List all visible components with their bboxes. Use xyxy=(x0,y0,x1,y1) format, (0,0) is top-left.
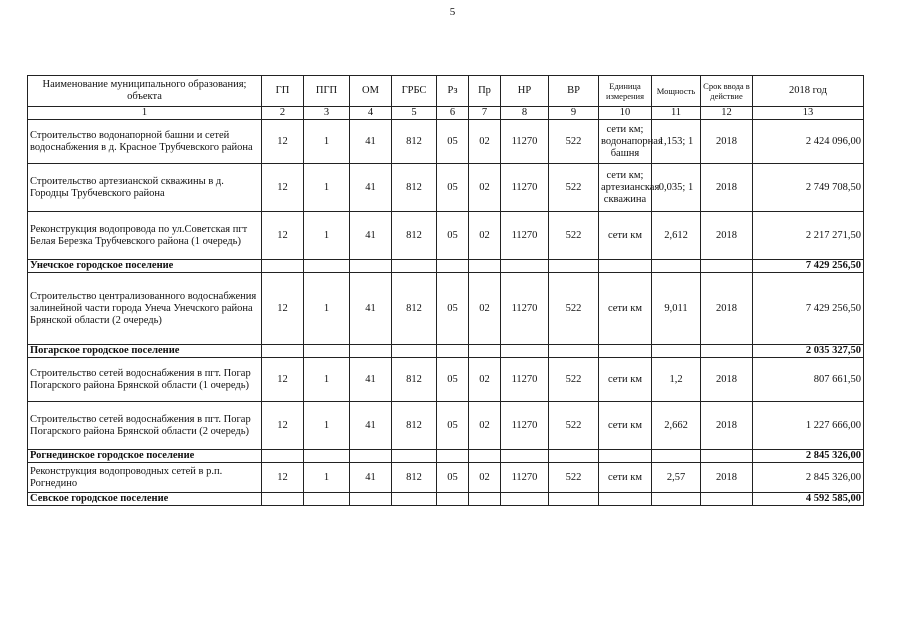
row-year: 2018 xyxy=(701,402,753,450)
row-amount: 1 227 666,00 xyxy=(753,402,864,450)
row-gp: 12 xyxy=(262,212,304,260)
row-name: Строительство сетей водоснабжения в пгт. Погар Погарского района Брянской области (1 очередь) xyxy=(28,358,262,402)
column-number: 5 xyxy=(392,107,437,120)
row-year: 2018 xyxy=(701,463,753,493)
row-unit: сети км xyxy=(599,358,652,402)
row-nr: 11270 xyxy=(501,463,549,493)
header-gp: ГП xyxy=(262,76,304,107)
empty-cell xyxy=(304,260,350,273)
empty-cell xyxy=(262,345,304,358)
empty-cell xyxy=(437,260,469,273)
row-nr: 11270 xyxy=(501,120,549,164)
row-unit: сети км xyxy=(599,273,652,345)
row-pr: 02 xyxy=(469,212,501,260)
section-total: 2 845 326,00 xyxy=(753,450,864,463)
row-grbs: 812 xyxy=(392,358,437,402)
row-rz: 05 xyxy=(437,120,469,164)
row-rz: 05 xyxy=(437,463,469,493)
row-unit: сети км; водонапорная башня xyxy=(599,120,652,164)
empty-cell xyxy=(549,345,599,358)
row-rz: 05 xyxy=(437,358,469,402)
header-pr: Пр xyxy=(469,76,501,107)
row-power: 2,612 xyxy=(652,212,701,260)
page-number: 5 xyxy=(449,6,456,18)
row-vr: 522 xyxy=(549,120,599,164)
row-om: 41 xyxy=(350,463,392,493)
table-row xyxy=(28,358,864,402)
row-om: 41 xyxy=(350,120,392,164)
row-om: 41 xyxy=(350,358,392,402)
section-total: 7 429 256,50 xyxy=(753,260,864,273)
header-vr: ВР xyxy=(549,76,599,107)
empty-cell xyxy=(392,260,437,273)
row-amount: 2 845 326,00 xyxy=(753,463,864,493)
row-pgp: 1 xyxy=(304,402,350,450)
empty-cell xyxy=(350,493,392,506)
header-power: Мощность xyxy=(652,76,701,107)
empty-cell xyxy=(652,493,701,506)
empty-cell xyxy=(304,493,350,506)
header-grbs: ГРБС xyxy=(392,76,437,107)
row-amount: 2 424 096,00 xyxy=(753,120,864,164)
row-nr: 11270 xyxy=(501,212,549,260)
row-grbs: 812 xyxy=(392,402,437,450)
row-power: 0,035; 1 xyxy=(652,164,701,212)
row-pgp: 1 xyxy=(304,212,350,260)
row-grbs: 812 xyxy=(392,273,437,345)
row-om: 41 xyxy=(350,164,392,212)
empty-cell xyxy=(652,260,701,273)
column-number: 12 xyxy=(701,107,753,120)
empty-cell xyxy=(469,493,501,506)
empty-cell xyxy=(262,260,304,273)
row-year: 2018 xyxy=(701,358,753,402)
section-total: 4 592 585,00 xyxy=(753,493,864,506)
empty-cell xyxy=(501,345,549,358)
row-gp: 12 xyxy=(262,358,304,402)
row-unit: сети км xyxy=(599,402,652,450)
row-pgp: 1 xyxy=(304,164,350,212)
column-number: 10 xyxy=(599,107,652,120)
empty-cell xyxy=(652,450,701,463)
row-grbs: 812 xyxy=(392,120,437,164)
empty-cell xyxy=(392,450,437,463)
row-vr: 522 xyxy=(549,358,599,402)
section-row xyxy=(28,260,864,273)
section-total: 2 035 327,50 xyxy=(753,345,864,358)
row-rz: 05 xyxy=(437,273,469,345)
header-pgp: ПГП xyxy=(304,76,350,107)
empty-cell xyxy=(701,345,753,358)
section-title: Севское городское поселение xyxy=(28,493,262,506)
row-grbs: 812 xyxy=(392,164,437,212)
row-om: 41 xyxy=(350,402,392,450)
table-row xyxy=(28,120,864,164)
section-title: Унечское городское поселение xyxy=(28,260,262,273)
column-number: 1 xyxy=(28,107,262,120)
row-name: Реконструкция водопроводных сетей в р.п. Рогнедино xyxy=(28,463,262,493)
row-nr: 11270 xyxy=(501,402,549,450)
row-power: 2,57 xyxy=(652,463,701,493)
table-row xyxy=(28,463,864,493)
empty-cell xyxy=(501,450,549,463)
budget-table xyxy=(27,75,864,506)
empty-cell xyxy=(437,493,469,506)
row-grbs: 812 xyxy=(392,212,437,260)
empty-cell xyxy=(437,450,469,463)
row-vr: 522 xyxy=(549,402,599,450)
row-gp: 12 xyxy=(262,463,304,493)
table-row xyxy=(28,212,864,260)
row-grbs: 812 xyxy=(392,463,437,493)
empty-cell xyxy=(350,345,392,358)
header-nr: НР xyxy=(501,76,549,107)
empty-cell xyxy=(469,450,501,463)
empty-cell xyxy=(549,493,599,506)
empty-cell xyxy=(469,345,501,358)
row-om: 41 xyxy=(350,273,392,345)
empty-cell xyxy=(469,260,501,273)
row-amount: 2 749 708,50 xyxy=(753,164,864,212)
empty-cell xyxy=(392,345,437,358)
row-pgp: 1 xyxy=(304,273,350,345)
section-title: Погарское городское поселение xyxy=(28,345,262,358)
empty-cell xyxy=(304,450,350,463)
row-gp: 12 xyxy=(262,120,304,164)
empty-cell xyxy=(701,260,753,273)
row-vr: 522 xyxy=(549,212,599,260)
empty-cell xyxy=(392,493,437,506)
row-unit: сети км xyxy=(599,212,652,260)
row-power: 9,011 xyxy=(652,273,701,345)
row-vr: 522 xyxy=(549,164,599,212)
section-row xyxy=(28,450,864,463)
row-nr: 11270 xyxy=(501,273,549,345)
header-om: ОМ xyxy=(350,76,392,107)
row-vr: 522 xyxy=(549,463,599,493)
row-rz: 05 xyxy=(437,164,469,212)
empty-cell xyxy=(701,493,753,506)
row-pr: 02 xyxy=(469,164,501,212)
row-power: 1,2 xyxy=(652,358,701,402)
row-year: 2018 xyxy=(701,273,753,345)
row-pr: 02 xyxy=(469,463,501,493)
row-pgp: 1 xyxy=(304,463,350,493)
header-rz: Рз xyxy=(437,76,469,107)
header-deadline: Срок ввода в действие xyxy=(701,76,753,107)
row-unit: сети км; артезианская скважина xyxy=(599,164,652,212)
section-row xyxy=(28,345,864,358)
header-unit: Единица измерения xyxy=(599,76,652,107)
column-number-row xyxy=(28,107,864,120)
empty-cell xyxy=(350,260,392,273)
section-row xyxy=(28,493,864,506)
column-number: 3 xyxy=(304,107,350,120)
header-name: Наименование муниципального образования; объекта xyxy=(28,76,262,107)
row-nr: 11270 xyxy=(501,358,549,402)
row-rz: 05 xyxy=(437,402,469,450)
column-number: 11 xyxy=(652,107,701,120)
row-nr: 11270 xyxy=(501,164,549,212)
empty-cell xyxy=(501,493,549,506)
row-power: 1,153; 1 xyxy=(652,120,701,164)
row-year: 2018 xyxy=(701,120,753,164)
header-year-2018: 2018 год xyxy=(753,76,864,107)
row-amount: 2 217 271,50 xyxy=(753,212,864,260)
row-name: Строительство сетей водоснабжения в пгт. Погар Погарского района Брянской области (2 очередь) xyxy=(28,402,262,450)
row-amount: 7 429 256,50 xyxy=(753,273,864,345)
empty-cell xyxy=(262,450,304,463)
row-pr: 02 xyxy=(469,273,501,345)
empty-cell xyxy=(304,345,350,358)
row-pr: 02 xyxy=(469,120,501,164)
row-name: Строительство водонапорной башни и сетей водоснабжения в д. Красное Трубчевского района xyxy=(28,120,262,164)
empty-cell xyxy=(599,450,652,463)
column-number: 9 xyxy=(549,107,599,120)
column-number: 8 xyxy=(501,107,549,120)
empty-cell xyxy=(437,345,469,358)
row-name: Строительство централизованного водоснабжения залинейной части города Унеча Унечского района Брянской области (2 очередь) xyxy=(28,273,262,345)
empty-cell xyxy=(501,260,549,273)
empty-cell xyxy=(350,450,392,463)
row-pgp: 1 xyxy=(304,358,350,402)
row-rz: 05 xyxy=(437,212,469,260)
empty-cell xyxy=(599,345,652,358)
row-pgp: 1 xyxy=(304,120,350,164)
column-number: 7 xyxy=(469,107,501,120)
row-power: 2,662 xyxy=(652,402,701,450)
empty-cell xyxy=(549,260,599,273)
row-vr: 522 xyxy=(549,273,599,345)
table-row xyxy=(28,402,864,450)
row-gp: 12 xyxy=(262,273,304,345)
column-number: 6 xyxy=(437,107,469,120)
table-row xyxy=(28,273,864,345)
empty-cell xyxy=(599,493,652,506)
column-number: 13 xyxy=(753,107,864,120)
row-gp: 12 xyxy=(262,402,304,450)
column-number: 2 xyxy=(262,107,304,120)
row-om: 41 xyxy=(350,212,392,260)
row-year: 2018 xyxy=(701,212,753,260)
empty-cell xyxy=(549,450,599,463)
empty-cell xyxy=(701,450,753,463)
row-unit: сети км xyxy=(599,463,652,493)
row-pr: 02 xyxy=(469,402,501,450)
empty-cell xyxy=(262,493,304,506)
row-gp: 12 xyxy=(262,164,304,212)
row-name: Реконструкция водопровода по ул.Советская пгт Белая Березка Трубчевского района (1 очередь) xyxy=(28,212,262,260)
table-header-row xyxy=(28,76,864,107)
row-name: Строительство артезианской скважины в д. Городцы Трубчевского района xyxy=(28,164,262,212)
row-amount: 807 661,50 xyxy=(753,358,864,402)
section-title: Рогнединское городское поселение xyxy=(28,450,262,463)
empty-cell xyxy=(599,260,652,273)
empty-cell xyxy=(652,345,701,358)
table-row xyxy=(28,164,864,212)
column-number: 4 xyxy=(350,107,392,120)
row-year: 2018 xyxy=(701,164,753,212)
row-pr: 02 xyxy=(469,358,501,402)
